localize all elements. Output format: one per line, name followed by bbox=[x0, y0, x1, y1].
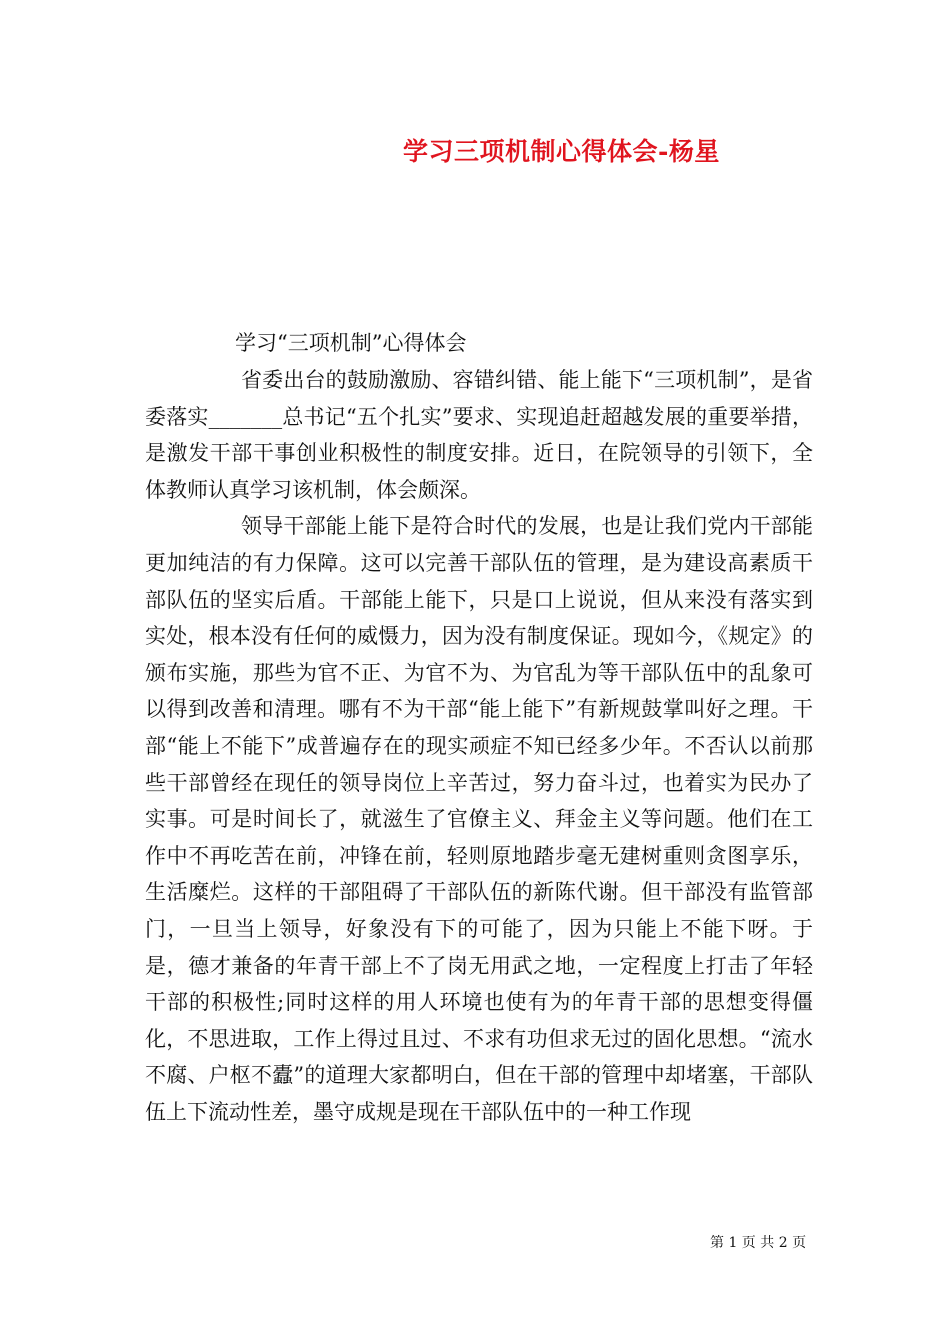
document-title: 学习三项机制心得体会-杨星 bbox=[403, 137, 720, 166]
body-paragraph: 省委出台的鼓励激励、容错纠错、能上能下“三项机制”，是省委落实_______总书记“五个扎实”要求、实现追赶超越发展的重要举措，是激发干部干事创业积极性的制度安排。近日，在院领导的引领下，全体教师认真学习该机制，体会颇深。 bbox=[145, 368, 813, 502]
document-subtitle: 学习“三项机制”心得体会 bbox=[235, 331, 467, 355]
document-body bbox=[145, 325, 813, 1130]
page-footer: 第 1 页 共 2 页 bbox=[710, 1235, 807, 1251]
body-paragraph: 领导干部能上能下是符合时代的发展，也是让我们党内干部能更加纯洁的有力保障。这可以完善干部队伍的管理，是为建设高素质干部队伍的坚实后盾。干部能上能下，只是口上说说，但从来没有落实到实处，根本没有任何的威慑力，因为没有制度保证。现如今，《规定》的颁布实施，那些为官不正、为官不为、为官乱为等干部队伍中的乱象可以得到改善和清理。哪有不为干部“能上能下”有新规鼓掌叫好之理。干部“能上不能下”成普遍存在的现实顽症不知已经多少年。不否认以前那些干部曾经在现任的领导岗位上辛苦过，努力奋斗过，也着实为民办了实事。可是时间长了，就滋生了官僚主义、拜金主义等问题。他们在工作中不再吃苦在前，冲锋在前，轻则原地踏步毫无建树重则贪图享乐，生活糜烂。这样的干部阻碍了干部队伍的新陈代谢。但干部没有监管部门，一旦当上领导，好象没有下的可能了，因为只能上不能下呀。于是，德才兼备的年青干部上不了岗无用武之地，一定程度上打击了年轻干部的积极性;同时这样的用人环境也使有为的年青干部的思想变得僵化，不思进取，工作上得过且过、不求有功但求无过的固化思想。“流水不腐、户枢不蠹”的道理大家都明白，但在干部的管理中却堵塞，干部队伍上下流动性差，墨守成规是现在干部队伍中的一种工作现 bbox=[145, 514, 813, 1124]
